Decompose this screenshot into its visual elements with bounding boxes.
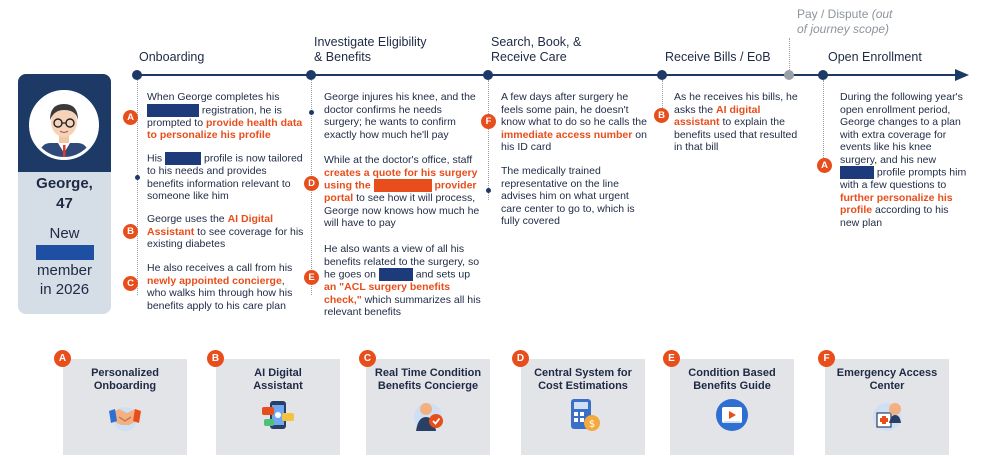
text-segment: He also wants a view of all his benefits related to the surgery, so he goes on xyxy=(324,243,480,281)
text-segment: While at the doctor's office, staff xyxy=(324,154,473,166)
persona-line-new: New xyxy=(49,225,80,242)
phase-label-onboarding: Onboarding xyxy=(139,50,205,64)
solution-badge-c: C xyxy=(359,350,376,367)
step-enrollment-personalize xyxy=(840,91,968,229)
svg-text:$: $ xyxy=(588,419,596,430)
solution-card-a xyxy=(63,359,187,455)
video-guide-icon xyxy=(714,397,750,433)
step-investigate-quote xyxy=(324,154,482,230)
highlight: further personalize his profile xyxy=(840,191,953,216)
phase-label-bills: Receive Bills / EoB xyxy=(665,50,771,64)
solution-badge-d: D xyxy=(512,350,529,367)
text-segment: During the following year's open enrollment period, George changes to a plan with extra coverage for events like his knee surgery, and his new xyxy=(840,91,963,166)
guide-enrollment xyxy=(823,80,824,170)
text-segment: He also receives a call from his xyxy=(147,262,293,274)
timeline-node-onboarding xyxy=(132,70,142,80)
solution-card-d xyxy=(521,359,645,455)
step-onboarding-concierge xyxy=(147,262,305,312)
text-segment: profile prompts him with a few questions to xyxy=(840,166,967,191)
highlight: AI digital assistant xyxy=(674,103,761,128)
badge-f-care: F xyxy=(481,114,496,129)
timeline-node-care xyxy=(483,70,493,80)
step-onboarding-registration xyxy=(147,91,305,142)
out-of-scope-note-a: (out xyxy=(871,7,893,21)
text-segment: A few days after surgery he feels some pain, he doesn't know what to do so he calls the xyxy=(501,91,647,128)
solution-card-b xyxy=(216,359,340,455)
highlight: immediate access number xyxy=(501,128,633,141)
step-investigate-injury: George injures his knee, and the doctor confirms he needs surgery; he wants to confirm exactly how much he'll pay xyxy=(324,91,476,141)
solution-title: Real Time Condition Benefits Concierge xyxy=(374,367,482,392)
solution-card-f xyxy=(825,359,949,455)
badge-a-enrollment: A xyxy=(817,158,832,173)
text-segment: to see how it will process, George now knows how much he will have to pay xyxy=(324,192,480,229)
solution-title: AI Digital Assistant xyxy=(253,367,303,392)
badge-a-onboarding: A xyxy=(123,110,138,125)
persona-line-member: member xyxy=(36,262,92,279)
text-segment: which summarizes all his relevant benefits xyxy=(324,293,481,318)
redaction xyxy=(147,104,199,117)
step-care-access-number xyxy=(501,91,651,154)
timeline-node-pay-dispute xyxy=(784,70,794,80)
concierge-icon xyxy=(410,397,446,433)
timeline-node-investigate xyxy=(306,70,316,80)
solution-card-e xyxy=(670,359,794,455)
timeline-node-bills xyxy=(657,70,667,80)
out-of-scope-main: Pay / Dispute xyxy=(797,7,872,21)
persona-age: 47 xyxy=(56,195,73,212)
badge-b-bills: B xyxy=(654,108,669,123)
text-segment: to see coverage for his existing diabetes xyxy=(147,225,304,250)
timeline-arrowhead xyxy=(955,69,969,81)
redaction xyxy=(165,152,201,165)
solution-card-c xyxy=(366,359,490,455)
step-onboarding-assistant xyxy=(147,213,305,251)
badge-c-onboarding: C xyxy=(123,276,138,291)
badge-d-investigate: D xyxy=(304,176,319,191)
timeline-axis xyxy=(135,74,957,76)
person-avatar-icon xyxy=(32,93,96,157)
out-of-scope-label xyxy=(797,7,892,37)
text-segment: As he receives his bills, he asks the xyxy=(674,91,798,116)
persona-header xyxy=(18,74,111,172)
highlight: AI Digital Assistant xyxy=(147,213,274,238)
phase-label-investigate: Investigate Eligibility & Benefits xyxy=(314,35,427,64)
highlight: creates a quote for his surgery using the xyxy=(324,166,478,192)
step-dot xyxy=(486,188,491,193)
persona-line-year: in 2026 xyxy=(39,281,90,298)
persona-redaction xyxy=(18,242,111,262)
badge-b-onboarding: B xyxy=(123,224,138,239)
step-care-representative: The medically trained representative on the line advises him on what urgent care center to go to, which is fully covered xyxy=(501,165,635,227)
text-segment: according to his new plan xyxy=(840,204,949,229)
highlight: provider portal xyxy=(324,179,477,204)
emergency-call-icon xyxy=(869,397,905,433)
step-dot xyxy=(135,175,140,180)
guide-onboarding xyxy=(137,80,138,295)
solution-title: Central System for Cost Estimations xyxy=(534,367,632,392)
solution-title: Emergency Access Center xyxy=(836,367,938,392)
redaction xyxy=(374,179,432,192)
text-segment: His xyxy=(147,152,166,165)
step-bills-assistant xyxy=(674,91,804,154)
highlight: provide health data to personalize his profile xyxy=(147,116,303,141)
solution-badge-a: A xyxy=(54,350,71,367)
text-segment: on his ID card xyxy=(501,128,647,153)
step-onboarding-profile xyxy=(147,152,305,203)
phase-label-enrollment: Open Enrollment xyxy=(828,50,922,64)
text-segment: , who walks him through how his benefits apply to his care plan xyxy=(147,274,293,312)
badge-e-investigate: E xyxy=(304,270,319,285)
guide-care xyxy=(488,80,489,200)
text-segment: When George completes his xyxy=(147,91,280,103)
text-segment: to explain the benefits used that resulted in that bill xyxy=(674,116,798,153)
highlight: an "ACL surgery benefits check," xyxy=(324,281,451,306)
calculator-icon xyxy=(565,397,601,433)
timeline-node-enrollment xyxy=(818,70,828,80)
text-segment: registration, he is prompted to xyxy=(147,103,282,129)
solution-title: Condition Based Benefits Guide xyxy=(688,367,776,392)
solution-title: Personalized Onboarding xyxy=(91,367,159,392)
solution-badge-f: F xyxy=(818,350,835,367)
text-segment: and sets up xyxy=(412,268,471,281)
text-segment: George uses the xyxy=(147,213,228,225)
persona-name-text: George, xyxy=(36,175,93,192)
persona-card xyxy=(18,74,111,314)
solution-badge-b: B xyxy=(207,350,224,367)
phase-label-care: Search, Book, & Receive Care xyxy=(491,35,582,64)
handshake-icon xyxy=(107,397,143,433)
step-dot xyxy=(309,110,314,115)
persona-name xyxy=(18,174,111,214)
redaction xyxy=(379,268,413,281)
chat-phone-icon xyxy=(260,397,296,433)
avatar xyxy=(29,90,99,160)
out-of-scope-connector xyxy=(789,38,790,70)
solution-badge-e: E xyxy=(663,350,680,367)
step-investigate-benefits-check xyxy=(324,243,484,319)
out-of-scope-note-b: of journey scope) xyxy=(797,22,890,36)
highlight: newly appointed concierge xyxy=(147,274,282,287)
redaction xyxy=(840,166,874,179)
text-segment: profile is now tailored to his needs and provides benefits information relevant to someone like him xyxy=(147,152,303,202)
